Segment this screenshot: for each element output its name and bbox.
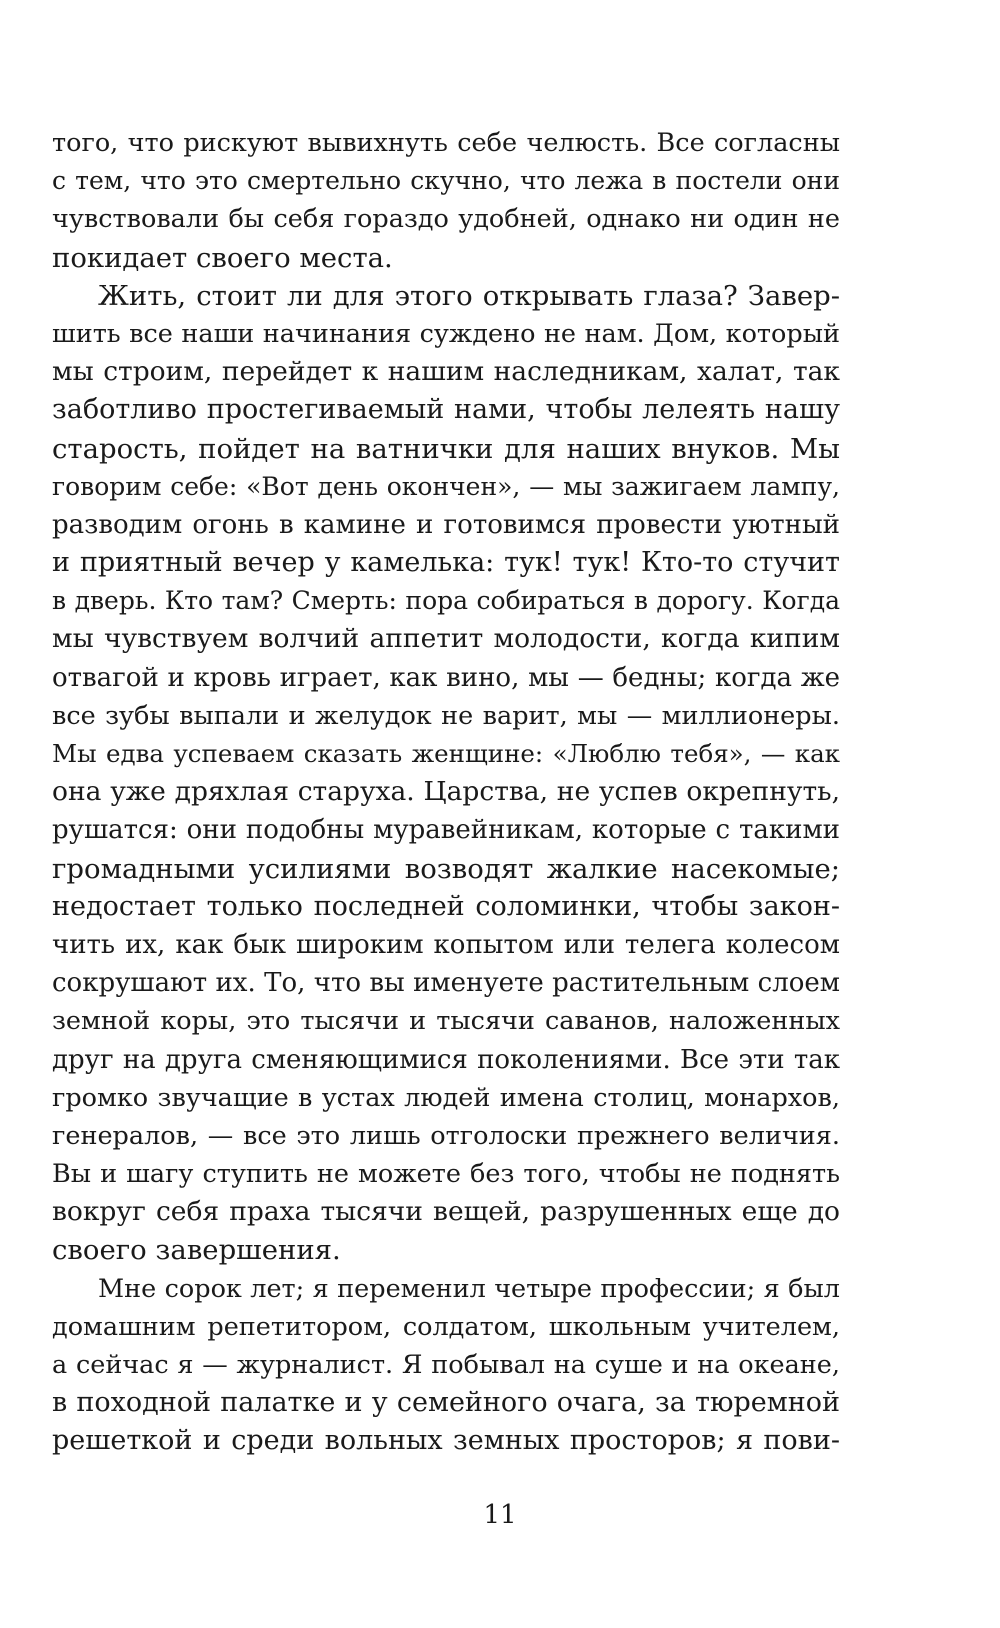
- text-line: решеткой и среди вольных земных просторов; я пови-: [52, 1425, 840, 1457]
- text-line: друг на друга сменяющимися поколениями. Все эти так: [52, 1044, 840, 1075]
- text-line: шить все наши начинания суждено не нам. Дом, который: [52, 318, 840, 349]
- text-line: говорим себе: «Вот день окончен», — мы зажигаем лампу,: [52, 471, 840, 501]
- text-line: старость, пойдет на ватнички для наших внуков. Мы: [52, 432, 840, 465]
- text-line: Мы едва успеваем сказать женщине: «Люблю тебя», — как: [52, 739, 840, 768]
- text-line: чить их, как бык широким копытом или телега колесом: [52, 929, 840, 960]
- text-line: сокрушают их. То, что вы именуете растительным слоем: [52, 968, 840, 999]
- text-line: с тем, что это смертельно скучно, что лежа в постели они: [52, 166, 840, 196]
- text-line: она уже дряхлая старуха. Царства, не успев окрепнуть,: [52, 776, 840, 808]
- text-line: генералов, — все это лишь отголоски прежнего величия.: [52, 1120, 840, 1151]
- text-line: рушатся: они подобны муравейникам, которые с такими: [52, 815, 840, 846]
- text-line: громадными усилиями возводят жалкие насекомые;: [52, 852, 840, 885]
- text-line: в походной палатке и у семейного очага, за тюремной: [52, 1387, 840, 1419]
- paragraph: [52, 1270, 840, 1461]
- text-line: вокруг себя праха тысячи вещей, разрушенных еще до: [52, 1196, 840, 1228]
- text-line: недостает только последней соломинки, чтобы закон-: [52, 890, 840, 922]
- text-line: и приятный вечер у камелька: тук! тук! Кто-то стучит: [52, 547, 840, 579]
- text-line: мы чувствуем волчий аппетит молодости, когда кипим: [52, 623, 840, 655]
- text-line: мы строим, перейдет к нашим наследникам, халат, так: [52, 356, 840, 388]
- text-line: а сейчас я — журналист. Я побывал на суше и на океане,: [52, 1350, 840, 1380]
- text-line: Вы и шагу ступить не можете без того, чтобы не поднять: [52, 1159, 840, 1190]
- text-line: отвагой и кровь играет, как вино, мы — бедны; когда же: [52, 662, 840, 693]
- paragraph: [52, 124, 840, 277]
- text-line: своего завершения.: [52, 1234, 341, 1267]
- text-line: разводим огонь в камине и готовимся провести уютный: [52, 509, 840, 540]
- text-line: домашним репетитором, солдатом, школьным учителем,: [52, 1311, 840, 1342]
- text-line: Жить, стоит ли для этого открывать глаза? Завер-: [98, 279, 840, 312]
- text-line: земной коры, это тысячи и тысячи саванов, наложенных: [52, 1006, 840, 1037]
- page-number: 11: [483, 1500, 517, 1530]
- text-line: в дверь. Кто там? Смерть: пора собираться в дорогу. Когда: [52, 586, 840, 616]
- paragraph: [52, 277, 840, 1270]
- text-line: того, что рискуют вывихнуть себе челюсть. Все согласны: [52, 128, 840, 158]
- page-body: [52, 124, 840, 1461]
- text-line: заботливо простегиваемый нами, чтобы лелеять нашу: [52, 394, 840, 426]
- text-line: покидает своего места.: [52, 241, 393, 274]
- text-line: Мне сорок лет; я переменил четыре профессии; я был: [98, 1273, 840, 1304]
- text-line: чувствовали бы себя гораздо удобней, однако ни один не: [52, 204, 840, 235]
- text-line: все зубы выпали и желудок не варит, мы — миллионеры.: [52, 700, 840, 731]
- text-line: громко звучащие в устах людей имена столиц, монархов,: [52, 1082, 840, 1113]
